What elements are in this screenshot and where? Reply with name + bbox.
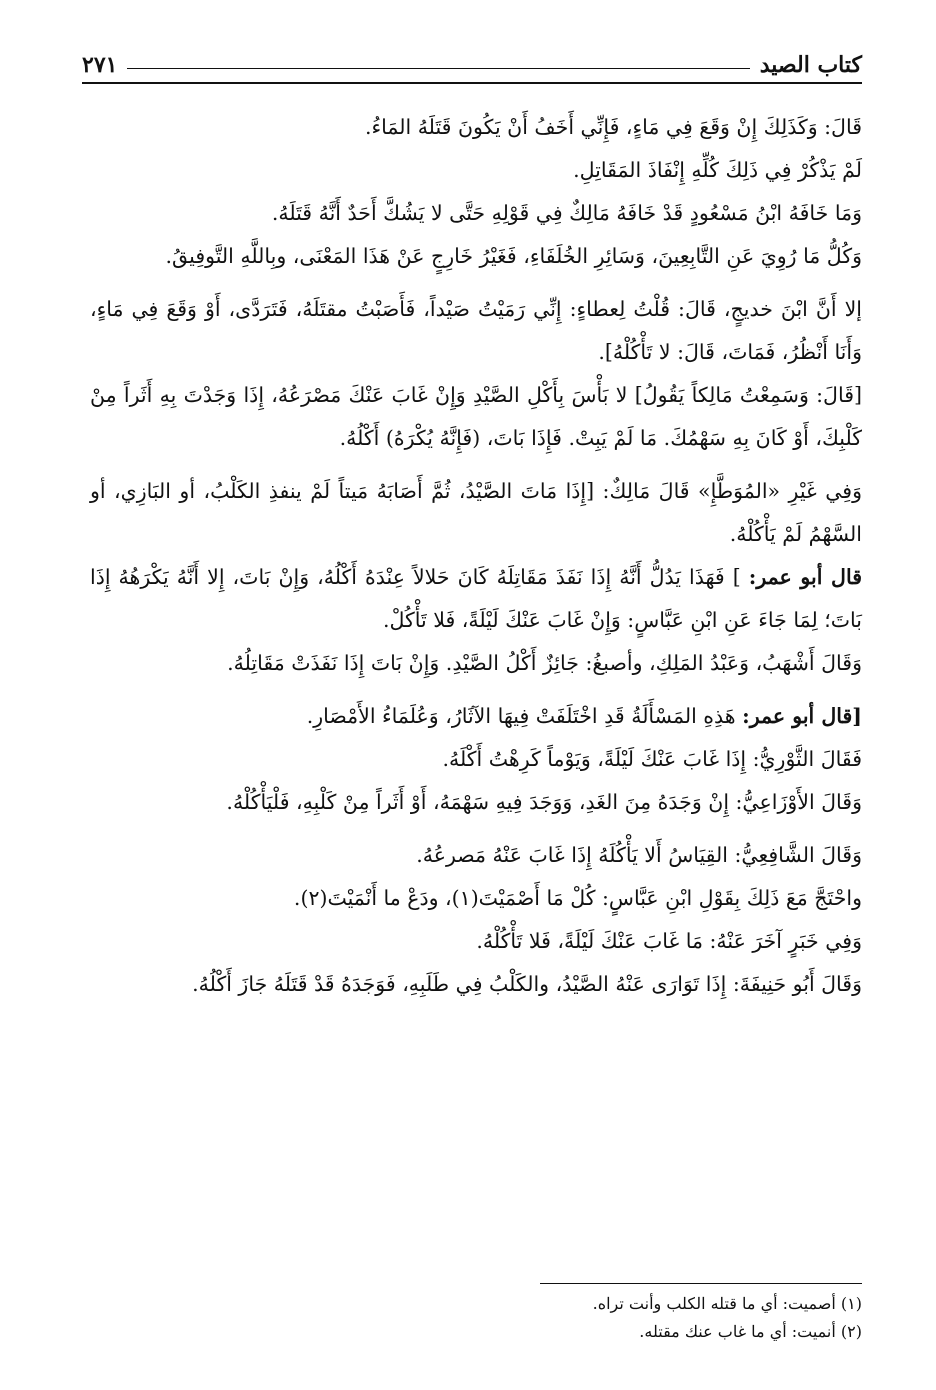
footnote: (٢) أنميت: أي ما غاب عنك مقتله. <box>639 1322 862 1341</box>
paragraph: وَكُلُّ مَا رُوِيَ عَنِ التَّابِعِينَ، وَسَائِرِ الخُلَفَاءِ، فَغَيْرُ خَارِجٍ عَنْ هَذَا المَعْنَى، وبِاللَّهِ التَّوفِيقُ. <box>165 244 862 268</box>
running-title: كتاب الصيد <box>759 52 862 78</box>
paragraph: وَقَالَ الشَّافِعِيُّ: القِيَاسُ أَلا يَأْكُلَهُ إِذَا غَابَ عَنْهُ مَصرعُهُ. <box>416 843 862 867</box>
paragraph: وَفِي خَبَرٍ آخَرَ عَنْهُ: مَا غَابَ عَنْكَ لَيْلَةً، فَلا تَأْكُلْهُ. <box>476 929 862 953</box>
paragraph: وَمَا خَافَهُ ابْنُ مَسْعُودٍ قَدْ خَافَهُ مَالِكٌ فِي قَوْلِهِ حَتَّى لا يَشُكَّ أَحَدٌ أَنَّهُ قَتَلَهُ. <box>271 201 862 225</box>
main-text <box>90 106 862 1006</box>
speaker-label: قال أبو عمر: <box>748 565 862 589</box>
paragraph: واحْتَجَّ مَعَ ذَلِكَ بِقَوْلِ ابْنِ عَبَّاسٍ: كُلْ مَا أَصْمَيْتَ(١)، ودَعْ ما أَنْمَيْتَ(٢). <box>293 886 862 910</box>
paragraph: قال أبو عمر: ] فَهَذَا يَدُلُّ أَنَّهُ إِذَا نَفَذَ مَقَاتِلَهُ كَانَ حَلالاً عِنْدَهُ أَكْلُهُ، وَإِنْ بَاتَ، إِلا أَنَّهُ يَكْرَهُهُ إِذَا بَاتَ؛ لِمَا جَاءَ عَنِ ابْنِ عَبَّاسٍ: وَإِنْ غَابَ عَنْكَ لَيْلَةً، فَلا تَأْكُلْ. <box>90 565 862 632</box>
footnote-rule <box>540 1283 862 1284</box>
page-number: ٢٧١ <box>82 52 118 78</box>
paragraph: إلا أَنَّ ابْنَ خديجٍ، قَالَ: قُلْتُ لِعطاءٍ: إِنِّي رَمَيْتُ صَيْداً، فَأَصَبْتُ مقتَلَهُ، فَتَرَدَّى، أَوْ وَقَعَ فِي مَاءٍ، وَأَنَا أَنْظُرُ، فَمَاتَ، قَالَ: لا تَأْكُلْهُ]. <box>90 297 862 364</box>
footnotes <box>90 1290 862 1346</box>
header-rule <box>127 68 749 69</box>
paragraph: لَمْ يَذْكُرْ فِي ذَلِكَ كُلِّهِ إِنْفَاذَ المَقَاتِلِ. <box>573 158 862 182</box>
paragraph: وَقَالَ أَبُو حَنِيفَةَ: إِذَا تَوَارَى عَنْهُ الصَّيْدُ، والكَلْبُ فِي طَلَبِهِ، فَوَجَدَهُ قَدْ قَتَلَهُ جَازَ أَكْلُهُ. <box>192 972 862 996</box>
paragraph: [قَالَ: وَسَمِعْتُ مَالِكاً يَقُولُ] لا بَأْسَ بِأَكْلِ الصَّيْدِ وَإِنْ غَابَ عَنْكَ مَصْرَعُهُ، إِذَا وَجَدْتَ بِهِ أَثَراً مِنْ كَلْبِكَ، أَوْ كَانَ بِهِ سَهْمُكَ. مَا لَمْ يَبِتْ. فَإِذَا بَاتَ، (فَإِنَّهُ يُكْرَهُ) أَكْلُهُ. <box>90 383 862 450</box>
speaker-label: [قال أبو عمر: <box>742 704 862 728</box>
footnote: (١) أصميت: أي ما قتله الكلب وأنت تراه. <box>592 1294 862 1313</box>
paragraph: وَفِي غَيْرِ «المُوَطَّإِ» قَالَ مَالِكٌ: [إِذَا مَاتَ الصَّيْدُ، ثُمَّ أَصَابَهُ مَيتاً لَمْ ينفذِ الكَلْبُ، أو البَازِي، أو السَّهْمُ لَمْ يَأْكُلْهُ. <box>90 479 862 546</box>
paragraph: وَقَالَ الأَوْزَاعِيُّ: إِنْ وَجَدَهُ مِنَ الغَدِ، وَوَجَدَ فِيهِ سَهْمَهُ، أَوْ أَثَراً مِنْ كَلْبِهِ، فَلْيَأْكُلْهُ. <box>226 790 862 814</box>
page-header <box>82 36 862 78</box>
paragraph: قَالَ: وَكَذَلِكَ إِنْ وَقَعَ فِي مَاءٍ، فَإِنِّي أَخَفُ أَنْ يَكُونَ قَتَلَهُ المَاءُ. <box>364 115 862 139</box>
paragraph: وَقَالَ أَشْهَبُ، وَعَبْدُ المَلِكِ، وأصبغُ: جَائِزٌ أَكْلُ الصَّيْدِ. وَإِنْ بَاتَ إِذَا نَفَذَتْ مَقَاتِلُهُ. <box>227 651 862 675</box>
paragraph: فَقَالَ الثَّوْرِيُّ: إِذَا غَابَ عَنْكَ لَيْلَةً، وَيَوْماً كَرِهْتُ أَكْلَهُ. <box>442 747 862 771</box>
header-underline <box>82 82 862 84</box>
paragraph: [قال أبو عمر: هَذِهِ المَسْأَلَةُ قَدِ اخْتَلَفَتْ فِيهَا الآثَارُ، وَعُلَمَاءُ الأَمْصَارِ. <box>306 704 862 728</box>
